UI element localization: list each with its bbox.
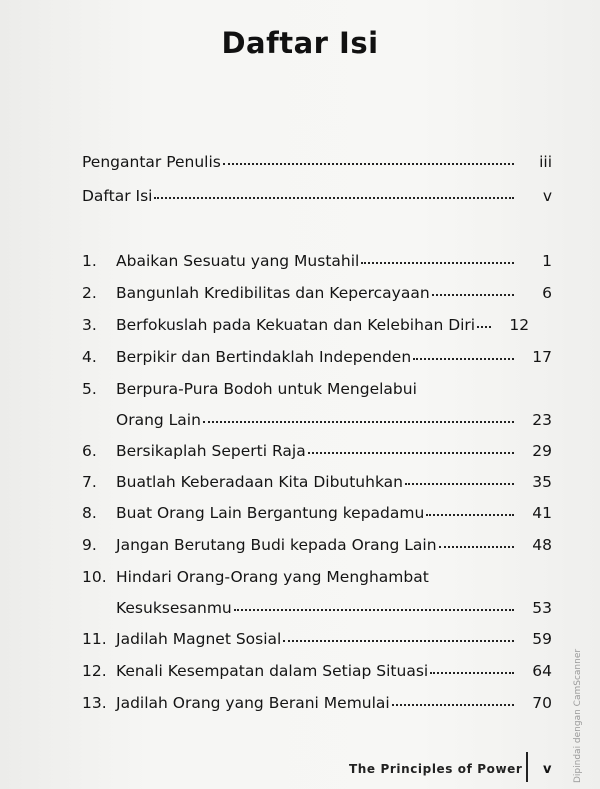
toc-number: 1. bbox=[82, 252, 97, 270]
toc-page-number: 59 bbox=[532, 630, 552, 648]
toc-label-continued: Kesuksesanmu bbox=[116, 599, 232, 617]
toc-row-front-2 bbox=[82, 181, 552, 211]
toc-page-number: 70 bbox=[532, 694, 552, 712]
toc-row-4 bbox=[82, 342, 552, 372]
toc-label: Berfokuslah pada Kekuatan dan Kelebihan Diri bbox=[116, 316, 476, 334]
toc-page-number: 6 bbox=[542, 284, 552, 302]
toc-label: Hindari Orang-Orang yang Menghambat bbox=[116, 568, 429, 586]
toc-label: Buatlah Keberadaan Kita Dibutuhkan bbox=[116, 473, 403, 491]
toc-label: Bangunlah Kredibilitas dan Kepercayaan bbox=[116, 284, 430, 302]
dot-leader bbox=[154, 183, 514, 203]
toc-number: 13. bbox=[82, 694, 107, 712]
toc-label: Berpura-Pura Bodoh untuk Mengelabui bbox=[116, 380, 417, 398]
toc-row-13 bbox=[82, 688, 552, 718]
toc-row-front-1 bbox=[82, 147, 552, 177]
dot-leader bbox=[430, 658, 514, 678]
toc-label: Pengantar Penulis bbox=[82, 153, 221, 171]
toc-row-8 bbox=[82, 498, 552, 528]
toc-number: 8. bbox=[82, 504, 97, 522]
dot-leader bbox=[392, 690, 514, 710]
toc-row-7 bbox=[82, 467, 552, 497]
dot-leader bbox=[361, 248, 514, 268]
toc-number: 6. bbox=[82, 442, 97, 460]
toc-page-number: 29 bbox=[532, 442, 552, 460]
toc-page-number: 41 bbox=[532, 504, 552, 522]
toc-label: Jadilah Orang yang Berani Memulai bbox=[116, 694, 390, 712]
dot-leader bbox=[308, 438, 514, 458]
toc-label-continued: Orang Lain bbox=[116, 411, 201, 429]
dot-leader bbox=[477, 312, 491, 332]
toc-row-12 bbox=[82, 656, 552, 686]
toc-page-number: 48 bbox=[532, 536, 552, 554]
dot-leader bbox=[234, 595, 514, 615]
toc-label: Jadilah Magnet Sosial bbox=[116, 630, 282, 648]
toc-page-number: v bbox=[542, 187, 552, 205]
toc-number: 7. bbox=[82, 473, 97, 491]
toc-row-5-line-2 bbox=[82, 405, 552, 435]
toc-row-1 bbox=[82, 246, 552, 276]
toc-label: Berpikir dan Bertindaklah Independen bbox=[116, 348, 412, 366]
toc-row-2 bbox=[82, 278, 552, 308]
dot-leader bbox=[432, 280, 514, 300]
toc-row-11 bbox=[82, 624, 552, 654]
dot-leader bbox=[426, 500, 514, 520]
dot-leader bbox=[439, 532, 514, 552]
toc-page-number: 64 bbox=[532, 662, 552, 680]
toc-number: 10. bbox=[82, 568, 107, 586]
toc-row-5-line-1 bbox=[82, 374, 552, 404]
toc-page-number: 17 bbox=[532, 348, 552, 366]
toc-number: 9. bbox=[82, 536, 97, 554]
dot-leader bbox=[223, 149, 514, 169]
dot-leader bbox=[203, 407, 514, 427]
toc-number: 12. bbox=[82, 662, 107, 680]
toc-page-number: 35 bbox=[532, 473, 552, 491]
toc-page-number: 12 bbox=[509, 316, 530, 334]
toc-row-9 bbox=[82, 530, 552, 560]
toc-label: Abaikan Sesuatu yang Mustahil bbox=[116, 252, 360, 270]
toc-row-10-line-2 bbox=[82, 593, 552, 623]
dot-leader bbox=[413, 344, 514, 364]
toc-page-number: 1 bbox=[542, 252, 552, 270]
toc-number: 2. bbox=[82, 284, 97, 302]
toc-label: Bersikaplah Seperti Raja bbox=[116, 442, 306, 460]
running-footer-title: The Principles of Power bbox=[349, 762, 523, 776]
scanner-watermark: Dipindai dengan CamScanner bbox=[573, 648, 583, 783]
dot-leader bbox=[283, 626, 514, 646]
toc-page-number: iii bbox=[539, 153, 552, 171]
toc-number: 5. bbox=[82, 380, 97, 398]
toc-row-3 bbox=[82, 310, 552, 340]
toc-number: 3. bbox=[82, 316, 97, 334]
footer-divider bbox=[526, 752, 528, 782]
toc-page-number: 23 bbox=[532, 411, 552, 429]
toc-row-10-line-1 bbox=[82, 562, 552, 592]
footer-page-number: v bbox=[543, 762, 552, 777]
toc-page-number: 53 bbox=[532, 599, 552, 617]
dot-leader bbox=[405, 469, 514, 489]
toc-number: 4. bbox=[82, 348, 97, 366]
toc-label: Jangan Berutang Budi kepada Orang Lain bbox=[116, 536, 437, 554]
toc-number: 11. bbox=[82, 630, 107, 648]
toc-label: Kenali Kesempatan dalam Setiap Situasi bbox=[116, 662, 429, 680]
page-title: Daftar Isi bbox=[221, 26, 379, 60]
toc-label: Daftar Isi bbox=[82, 187, 153, 205]
toc-row-6 bbox=[82, 436, 552, 466]
toc-label: Buat Orang Lain Bergantung kepadamu bbox=[116, 504, 425, 522]
